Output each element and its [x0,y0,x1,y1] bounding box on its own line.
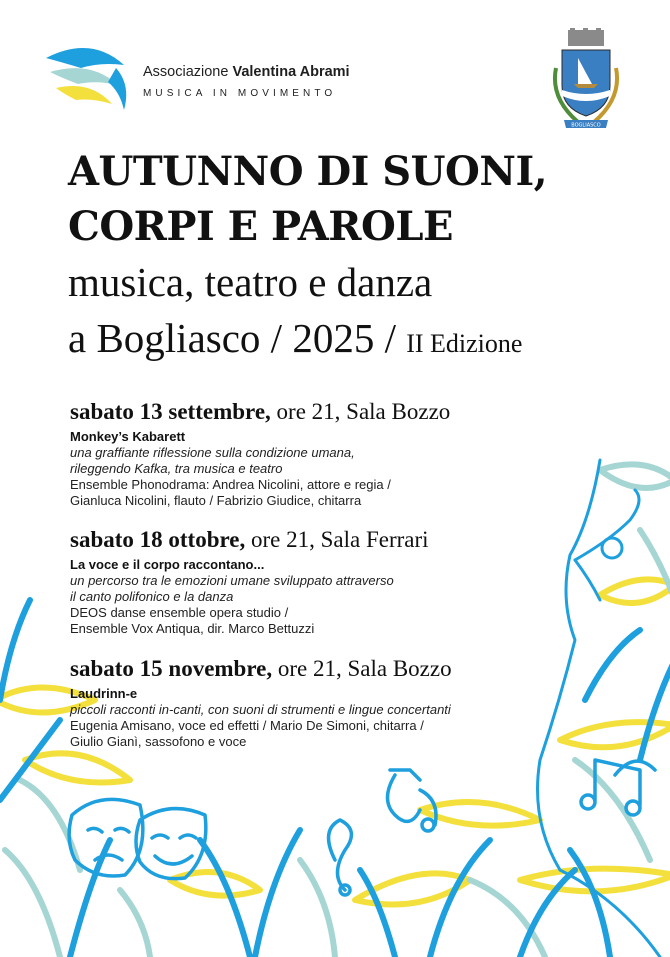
association-logo-icon [46,40,131,120]
association-tagline: MUSICA IN MOVIMENTO [143,88,337,99]
event-2 [70,526,429,637]
event-description-line: rileggendo Kafka, tra musica e teatro [70,461,283,476]
event-title: Laudrinn-e [70,686,138,701]
edition-label: II Edizione [406,329,523,358]
event-heading [70,526,429,554]
bogliasco-coat-of-arms-icon [548,28,624,136]
main-title-line-1: AUTUNNO DI SUONI, [68,148,548,195]
event-description-line: il canto polifonico e la danza [70,589,234,604]
event-3 [70,655,452,750]
event-performers-line: Eugenia Amisano, voce ed effetti / Mario De Simoni, chitarra / [70,718,424,733]
main-title-line-2: CORPI E PAROLE [68,203,453,250]
event-description-line: una graffiante riflessione sulla condizione umana, [70,445,355,460]
event-1 [70,398,450,509]
event-title: La voce e il corpo raccontano... [70,557,265,572]
event-place: ore 21, Sala Ferrari [251,527,429,552]
association-name: Associazione Valentina Abrami [143,64,350,80]
event-date: sabato 15 novembre, [70,656,273,681]
event-heading [70,655,452,683]
crest-label: BOGLIASCO [571,122,601,129]
subtitle-line-1: musica, teatro e danza [68,259,433,305]
event-date: sabato 18 ottobre, [70,527,246,552]
subtitle-line-2: a Bogliasco / 2025 / II Edizione [68,315,523,361]
event-description-line: piccoli racconti in-canti, con suoni di strumenti e lingue concertanti [70,702,451,717]
event-description-line: un percorso tra le emozioni umane sviluppato attraverso [70,573,394,588]
event-heading [70,398,450,426]
event-performers-line: DEOS danse ensemble opera studio / [70,605,289,620]
event-date: sabato 13 settembre, [70,399,271,424]
event-performers-line: Ensemble Phonodrama: Andrea Nicolini, attore e regia / [70,477,391,492]
event-performers-line: Ensemble Vox Antiqua, dir. Marco Bettuzzi [70,621,315,636]
event-performers-line: Gianluca Nicolini, flauto / Fabrizio Giudice, chitarra [70,493,362,508]
event-performers-line: Giulio Gianì, sassofono e voce [70,734,247,749]
event-title: Monkey’s Kabarett [70,429,186,444]
event-place: ore 21, Sala Bozzo [276,399,451,424]
event-place: ore 21, Sala Bozzo [277,656,452,681]
